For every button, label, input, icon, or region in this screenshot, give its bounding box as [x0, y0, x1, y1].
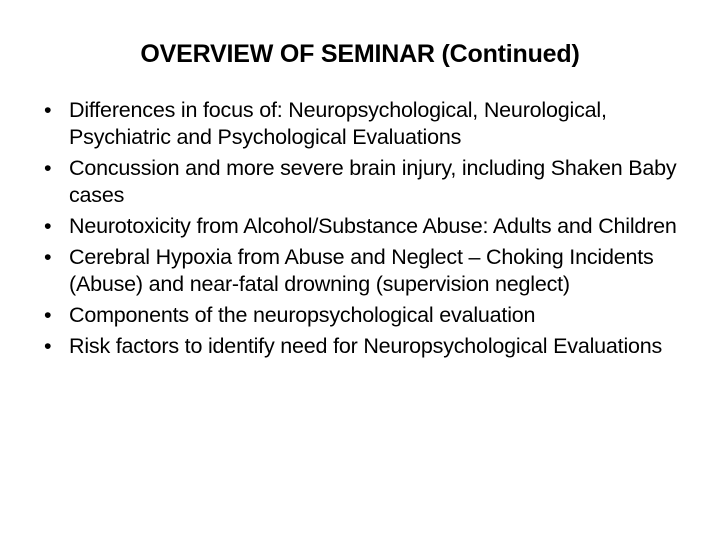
bullet-text: Cerebral Hypoxia from Abuse and Neglect – Choking Incidents (Abuse) and near-fatal drowning (supervision neglect) [69, 245, 654, 296]
bullet-item-cerebral-hypoxia [44, 244, 694, 298]
bullet-item-risk-factors [44, 333, 694, 360]
bullet-icon: • [44, 334, 52, 358]
bullet-text: Components of the neuropsychological evaluation [69, 303, 536, 327]
bullet-text: Differences in focus of: Neuropsychological, Neurological, Psychiatric and Psychological Evaluations [69, 98, 607, 149]
bullet-icon: • [44, 303, 52, 327]
bullet-item-neurotoxicity [44, 213, 694, 240]
slide-title: OVERVIEW OF SEMINAR (Continued) [140, 40, 580, 68]
bullet-list [44, 97, 694, 364]
bullet-item-concussion [44, 155, 694, 209]
bullet-icon: • [44, 156, 52, 180]
bullet-text: Risk factors to identify need for Neuropsychological Evaluations [69, 334, 663, 358]
bullet-item-evaluation-components [44, 302, 694, 329]
bullet-icon: • [44, 214, 52, 238]
bullet-icon: • [44, 245, 52, 269]
bullet-text: Neurotoxicity from Alcohol/Substance Abuse: Adults and Children [69, 214, 677, 238]
bullet-icon: • [44, 98, 52, 122]
bullet-item-focus-differences [44, 97, 694, 151]
bullet-text: Concussion and more severe brain injury, including Shaken Baby cases [69, 156, 677, 207]
